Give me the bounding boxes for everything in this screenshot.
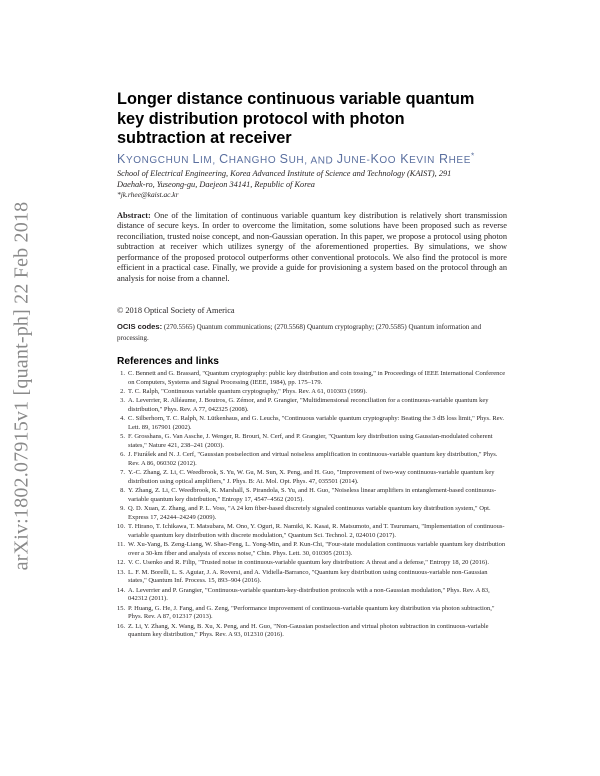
paper-title: [117, 90, 497, 149]
reference-number: 8.: [120, 487, 125, 495]
references-heading: References and links: [117, 356, 219, 367]
reference-text: Y.-C. Zhang, Z. Li, C. Weedbrook, S. Yu, W. Gu, M. Sun, X. Peng, and H. Guo, "Improvement of two-way continuous-variable quantum key distribution using optical amplifiers," J. Phys. B: At. Mol. Opt. Phys. 47, 035501 (2014).: [128, 469, 495, 485]
title-line: key distribution protocol with photon: [117, 109, 405, 128]
reference-item: [117, 397, 507, 414]
reference-number: 1.: [120, 370, 125, 377]
title-line: Longer distance continuous variable quantum: [117, 90, 475, 108]
reference-item: [117, 569, 507, 586]
reference-text: T. C. Ralph, "Continuous variable quantum cryptography," Phys. Rev. A 61, 010303 (1999).: [128, 387, 368, 395]
reference-item: [117, 587, 507, 604]
author-name: JUNE-KOO KEVIN RHEE*: [336, 151, 475, 167]
arxiv-identifier: arXiv:1802.07915v1 [quant-ph] 22 Feb 2018: [10, 201, 33, 571]
reference-number: 13.: [117, 568, 126, 576]
reference-number: 3.: [120, 397, 125, 405]
reference-number: 4.: [120, 415, 125, 423]
reference-number: 15.: [117, 604, 126, 612]
abstract-text: One of the limitation of continuous variable quantum key distribution is relatively short transmission distance of secure keys. In order to overcome the limitation, some solutions have been proposed such as reverse reconciliation, trusted noise concept, and non-Gaussian operation. In this paper, we propose a protocol using photon subtraction at receiver which utilizes synergy of the aforementioned properties. By simulations, we show performance of the proposed protocol outperforms other conventional protocols. We also find the protocol is more efficient in a practical case. Finally, we provide a guide for provisioning a system based on the protocol through an analysis for noise from a channel.: [117, 211, 507, 283]
reference-number: 7.: [120, 469, 125, 477]
author-name: KYONGCHUN LIM: [117, 152, 213, 167]
reference-item: [117, 370, 507, 387]
reference-item: [117, 433, 507, 450]
reference-list: [117, 370, 507, 641]
reference-item: [117, 559, 507, 568]
reference-text: T. Hirano, T. Ichikawa, T. Matsubara, M. Ono, Y. Oguri, R. Namiki, K. Kasai, R. Matsumoto, and T. Tsurumaru, "Implementation of continuous-variable quantum key distribution with discrete modulation," Quantum Sci. Technol. 2, 024010 (2017).: [128, 523, 505, 539]
ocis-codes: [117, 321, 507, 344]
reference-text: L. F. M. Borelli, L. S. Aguiar, J. A. Roversi, and A. Vidiella-Barranco, "Quantum key distribution using continuous-variable non-Gaussian states," Quantum Inf. Process. 15, 893–904 (2016).: [128, 568, 488, 585]
reference-text: Y. Zhang, Z. Li, C. Weedbrook, K. Marshall, S. Pirandola, S. Yu, and H. Guo, "Noiseless linear amplifiers in entanglement-based continuous-variable quantum key distribution," Entropy 17, 4547–4562 (2015).: [128, 487, 497, 503]
ocis-label: OCIS codes:: [117, 322, 163, 331]
reference-item: [117, 469, 507, 486]
reference-text: F. Grosshans, G. Van Assche, J. Wenger, R. Brouri, N. Cerf, and P. Grangier, "Quantum key distribution using Gaussian-modulated coherent states," Nature 421, 238–241 (2003).: [128, 433, 493, 449]
ocis-text: (270.5565) Quantum communications; (270.5568) Quantum cryptography; (270.5585) Quantum information and processing.: [117, 323, 482, 342]
reference-text: J. Fiurášek and N. J. Cerf, "Gaussian postselection and virtual noiseless amplification in continuous-variable quantum key distribution," Phys. Rev. A 86, 060302 (2012).: [128, 451, 498, 467]
reference-item: [117, 487, 507, 504]
affiliation: School of Electrical Engineering, Korea Advanced Institute of Science and Technology (KAIST), 291 Daehak-ro, Yuseong-gu, Daejeon 34141, Republic of Korea: [117, 169, 452, 189]
reference-text: P. Huang, G. He, J. Fang, and G. Zeng, "Performance improvement of continuous-variable quantum key distribution via photon subtraction," Phys. Rev. A 87, 012317 (2013).: [128, 604, 495, 621]
abstract-label: Abstract:: [117, 211, 151, 220]
reference-item: [117, 388, 507, 397]
reference-item: [117, 451, 507, 468]
reference-number: 6.: [120, 451, 125, 459]
corresponding-email[interactable]: *jk.rhee@kaist.ac.kr: [117, 190, 179, 199]
reference-item: [117, 541, 507, 558]
author-list: KYONGCHUN LIM, CHANGHO SUH, AND JUNE-KOO KEVIN RHEE*: [117, 151, 475, 167]
arxiv-side-stamp: [8, 196, 36, 576]
reference-item: [117, 605, 507, 622]
reference-number: 5.: [120, 433, 125, 441]
author-name: CHANGHO SUH: [219, 152, 305, 167]
reference-text: C. Bennett and G. Brassard, "Quantum cryptography: public key distribution and coin tossing," in Proceedings of IEEE International Conference on Computers, Systems and Signal Processing (IEEE, 1984), pp. 175–179.: [128, 370, 506, 386]
reference-item: [117, 505, 507, 522]
reference-number: 14.: [117, 586, 126, 594]
reference-number: 2.: [120, 387, 125, 395]
copyright-notice: © 2018 Optical Society of America: [117, 306, 235, 315]
reference-item: [117, 623, 507, 640]
reference-text: V. C. Usenko and R. Filip, "Trusted noise in continuous-variable quantum key distribution: A threat and a defense," Entropy 18, 20 (2016).: [128, 559, 489, 567]
reference-number: 11.: [117, 541, 125, 549]
reference-number: 12.: [117, 559, 126, 567]
abstract: [117, 211, 507, 284]
reference-number: 9.: [120, 505, 125, 513]
reference-item: [117, 523, 507, 540]
title-line: subtraction at receiver: [117, 129, 292, 147]
reference-text: A. Leverrier, R. Alléaume, J. Boutros, G. Zémor, and P. Grangier, "Multidimensional reconciliation for a continuous-variable quantum key distribution," Phys. Rev. A 77, 042325 (2008).: [128, 397, 489, 413]
reference-text: W. Xu-Yang, B. Zeng-Liang, W. Shao-Feng, L. Yong-Min, and P. Kun-Chi, "Four-state modulation continuous variable quantum key distribution over a 30-km fiber and analysis of excess noise," Chin. Phys. Lett. 30, 010305 (2013).: [128, 541, 506, 557]
reference-text: Z. Li, Y. Zhang, X. Wang, B. Xu, X. Peng, and H. Guo, "Non-Gaussian postselection and virtual photon subtraction in continuous-variable quantum key distribution," Phys. Rev. A 93, 012310 (2016).: [128, 622, 489, 639]
reference-item: [117, 415, 507, 432]
reference-number: 16.: [117, 622, 126, 630]
reference-number: 10.: [117, 523, 126, 531]
reference-text: Q. D. Xuan, Z. Zhang, and P. L. Voss, "A 24 km fiber-based discretely signaled continuous variable quantum key distribution system," Opt. Express 17, 24244–24249 (2009).: [128, 505, 491, 521]
reference-text: A. Leverrier and P. Grangier, "Continuous-variable quantum-key-distribution protocols with a non-Gaussian modulation," Phys. Rev. A 83, 042312 (2011).: [128, 586, 490, 603]
reference-text: C. Silberhorn, T. C. Ralph, N. Lütkenhaus, and G. Leuchs, "Continuous variable quantum cryptography: Beating the 3 dB loss limit," Phys. Rev. Lett. 89, 167901 (2002).: [128, 415, 505, 431]
